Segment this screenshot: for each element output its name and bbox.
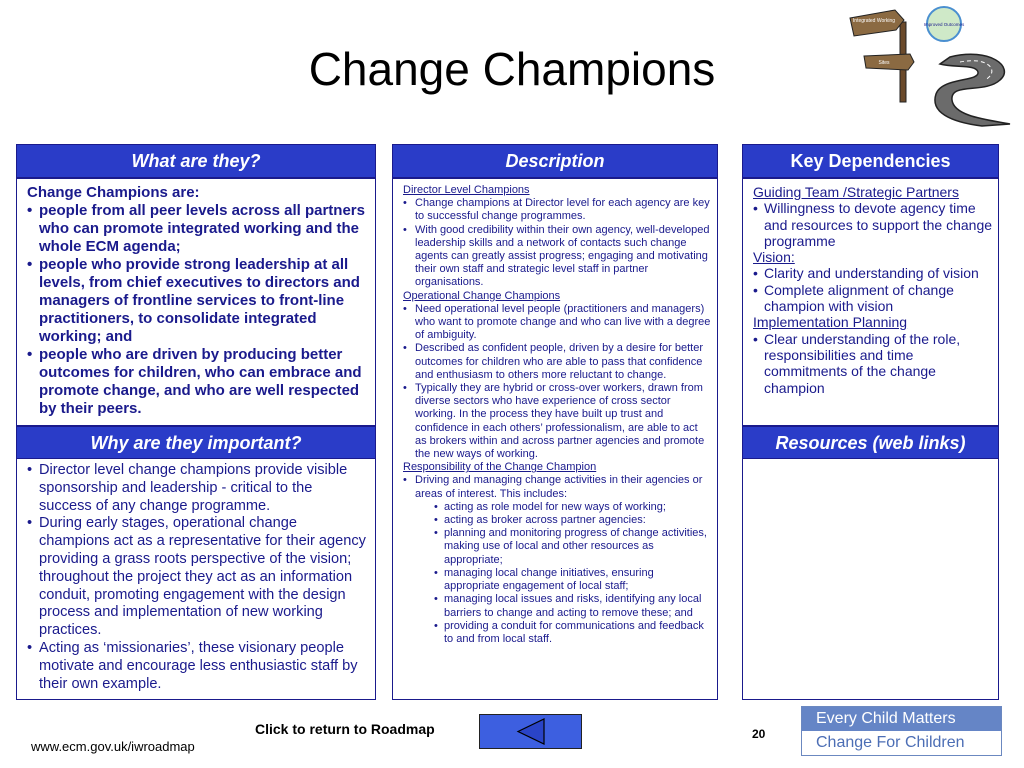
road-path bbox=[935, 54, 1010, 126]
what-header: What are they? bbox=[16, 144, 376, 178]
ecm-logo bbox=[801, 706, 1002, 756]
list-item: • acting as role model for new ways of working; bbox=[434, 501, 711, 514]
list-item: • During early stages, operational change champions act as a representative for their agency providing a grass roots perspective of the vision; throughout the project they act as an information conduit, promoting engagement with the design process and implementation of new working practices. bbox=[27, 515, 367, 640]
why-list bbox=[27, 462, 367, 693]
logo-line1: Every Child Matters bbox=[802, 707, 1001, 731]
resources-panel bbox=[742, 458, 999, 700]
what-intro: Change Champions are: bbox=[27, 184, 200, 201]
sign1-text: Integrated Working bbox=[852, 18, 896, 24]
director-level-list bbox=[403, 197, 711, 289]
guiding-team-title: Guiding Team /Strategic Partners bbox=[753, 184, 959, 200]
description-header: Description bbox=[392, 144, 718, 178]
vision-list bbox=[753, 265, 993, 314]
operational-title: Operational Change Champions bbox=[403, 289, 561, 302]
list-item: • planning and monitoring progress of change activities, making use of local and other resources as appropriate; bbox=[434, 527, 711, 567]
back-arrow-button[interactable] bbox=[479, 714, 582, 749]
list-item: • Need operational level people (practitioners and managers) who want to promote change and who can live with a degree of ambiguity. bbox=[403, 303, 711, 343]
list-item: • people from all peer levels across all partners who can promote integrated working and the whole ECM agenda; bbox=[27, 202, 367, 256]
director-level-title: Director Level Champions bbox=[403, 184, 530, 196]
operational-list bbox=[403, 303, 711, 461]
implementation-list bbox=[753, 331, 993, 396]
responsibility-list bbox=[403, 474, 711, 500]
vision-title: Vision: bbox=[753, 249, 795, 266]
key-dependencies-header: Key Dependencies bbox=[742, 144, 999, 178]
left-arrow-icon bbox=[480, 715, 581, 748]
list-item: • Change champions at Director level for each agency are key to successful change programmes. bbox=[403, 197, 711, 223]
roadmap-signpost-graphic bbox=[840, 2, 1024, 127]
list-item: • people who are driven by producing better outcomes for children, who can embrace and promote change, and who are well respected by their peers. bbox=[27, 346, 367, 418]
implementation-title: Implementation Planning bbox=[753, 314, 908, 331]
why-content bbox=[27, 462, 367, 693]
what-content bbox=[27, 184, 367, 418]
sign3-text: Sites bbox=[878, 60, 890, 66]
list-item: • Willingness to devote agency time and resources to support the change programme bbox=[753, 200, 993, 249]
responsibility-sublist bbox=[403, 501, 711, 646]
list-item: • people who provide strong leadership at all levels, from chief executives to directors and managers of frontline services to front-line practitioners, to consolidate integrated working; and bbox=[27, 256, 367, 346]
guiding-team-list bbox=[753, 200, 993, 249]
logo-line2: Change For Children bbox=[802, 731, 1001, 755]
list-item: • Director level change champions provide visible sponsorship and leadership - critical to the success of any change programme. bbox=[27, 462, 367, 515]
list-item: • providing a conduit for communications and feedback to and from local staff. bbox=[434, 620, 711, 646]
list-item: • Described as confident people, driven by a desire for better outcomes for children who are able to pass that confidence and enthusiasm to others more reluctant to change. bbox=[403, 342, 711, 382]
why-header: Why are they important? bbox=[16, 426, 376, 460]
list-item: • Driving and managing change activities in their agencies or areas of interest. This includes: bbox=[403, 474, 711, 500]
list-item: • managing local issues and risks, identifying any local barriers to change and acting to remove these; and bbox=[434, 593, 711, 619]
key-dependencies-content bbox=[753, 184, 993, 396]
list-item: • Clarity and understanding of vision bbox=[753, 265, 993, 281]
what-list bbox=[27, 202, 367, 418]
footer-url[interactable]: www.ecm.gov.uk/iwroadmap bbox=[31, 739, 195, 754]
list-item: • Clear understanding of the role, responsibilities and time commitments of the change champion bbox=[753, 331, 993, 396]
list-item: • managing local change initiatives, ensuring appropriate engagement of local staff; bbox=[434, 567, 711, 593]
list-item: • Typically they are hybrid or cross-over workers, drawn from diverse sectors who have experience of cross sector working. In the process they have built up trust and confidence in each others’ professionalism, are able to act as brokers within and across partner agencies and promote the new ways of working. bbox=[403, 382, 711, 461]
responsibility-title: Responsibility of the Change Champion bbox=[403, 461, 597, 474]
list-item: • With good credibility within their own agency, well-developed leadership skills and a network of contacts such change agents can greatly assist progress; engaging and motivating their own staff and strategic level staff in partner organisations. bbox=[403, 224, 711, 290]
page-title: Change Champions bbox=[308, 43, 716, 95]
resources-header: Resources (web links) bbox=[742, 426, 999, 460]
page-number: 20 bbox=[752, 727, 766, 741]
description-content bbox=[403, 184, 711, 646]
list-item: • Complete alignment of change champion with vision bbox=[753, 282, 993, 315]
list-item: • acting as broker across partner agencies: bbox=[434, 514, 711, 527]
list-item: • Acting as ‘missionaries’, these visionary people motivate and encourage less enthusiastic staff by their own example. bbox=[27, 640, 367, 693]
return-to-roadmap-label[interactable]: Click to return to Roadmap bbox=[255, 721, 435, 737]
sign2-text: Improved Outcomes bbox=[923, 22, 965, 27]
